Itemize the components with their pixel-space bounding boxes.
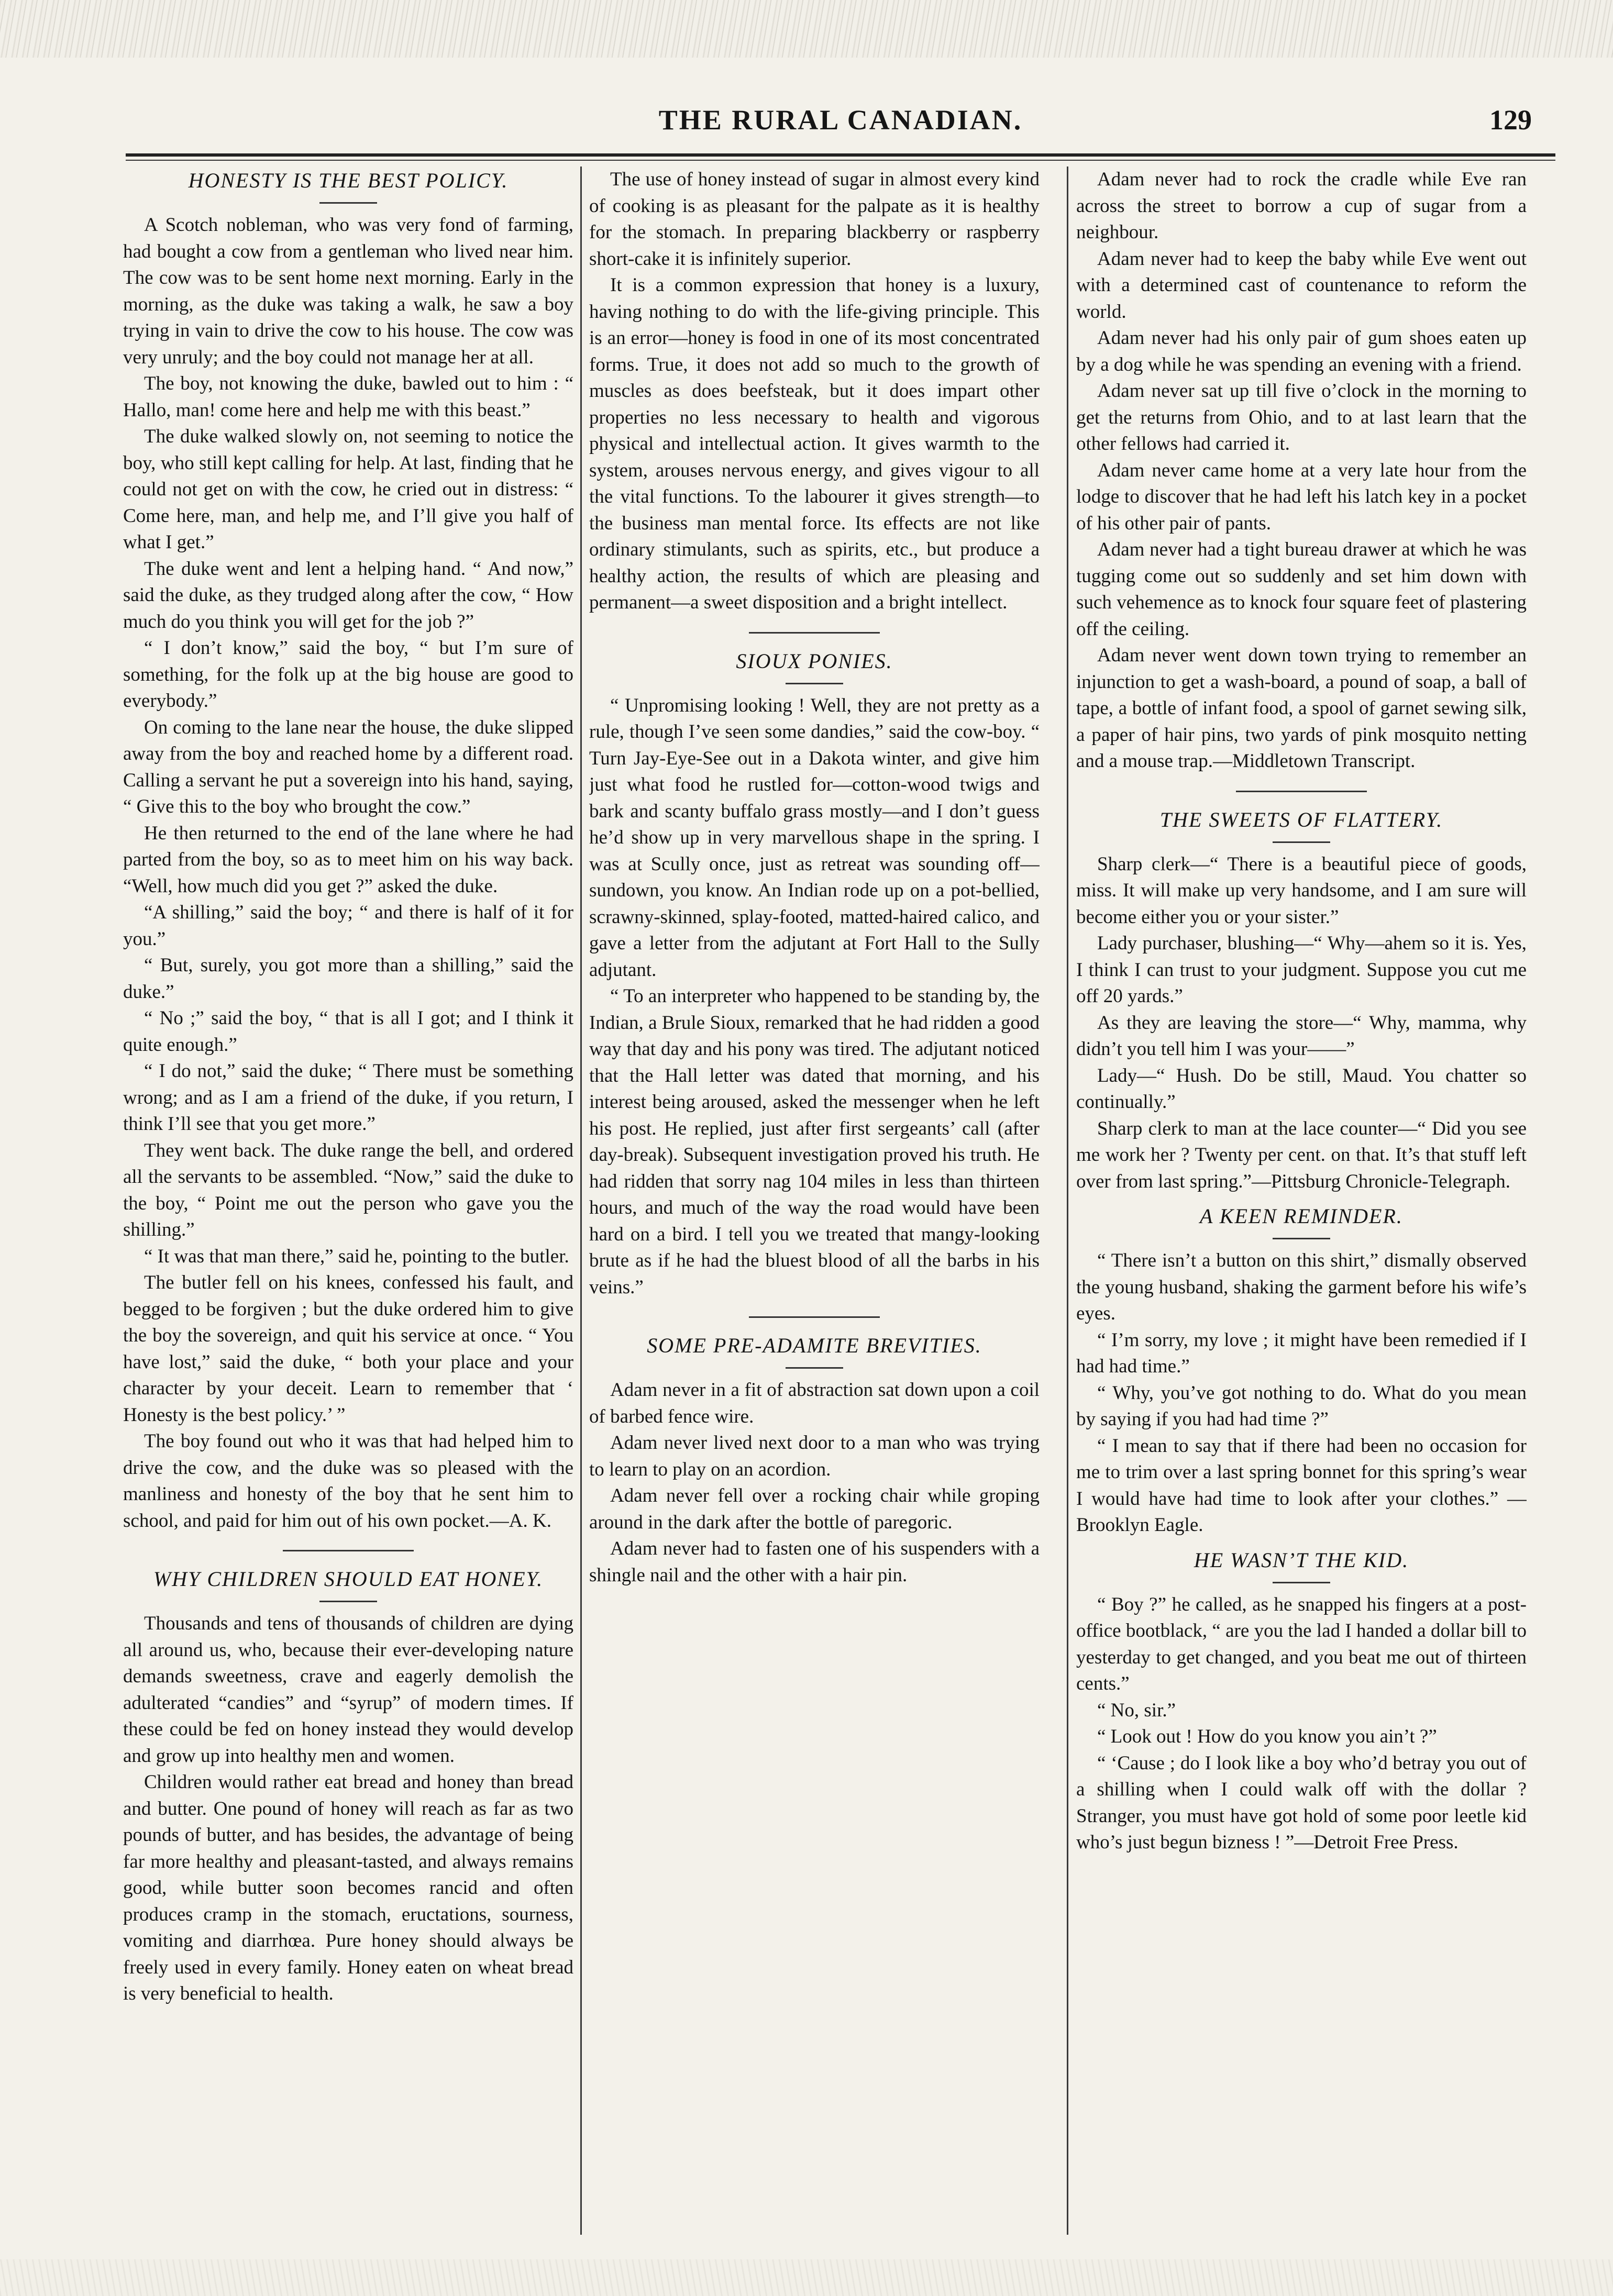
paragraph: “ ‘Cause ; do I look like a boy who’d betray you out of a shilling when I could walk off with the dollar ? Stranger, you must have got hold of some poor leetle kid who’s just begun bizness ! ”—Detroit Free Press. [1076,1752,1527,1853]
paragraph: Children would rather eat bread and honey than bread and butter. One pound of honey will reach as far as two pounds of butter, and has besides, the advantage of being far more healthy and pleasant-tasted, and always remains good, while butter soon becomes rancid and often produces cramp in the stomach, eructations, sourness, vomiting and diarrhœa. Pure honey should always be freely used in every family. Honey eaten on wheat bread is very beneficial to health. [123,1771,573,2004]
title-rule [786,1367,843,1369]
paragraph: The boy, not knowing the duke, bawled out to him : “ Hallo, man! come here and help me with this beast.” [123,373,573,421]
paragraph: He then returned to the end of the lane where he had parted from the boy, so as to meet him on his way back. “Well, how much did you get ?” asked the duke. [123,822,573,897]
paragraph: Adam never had a tight bureau drawer at which he was tugging come out so suddenly and set him down with such vehemence as to knock four square feet of plastering off the ceiling. [1076,539,1527,640]
paragraph: Adam never lived next door to a man who was trying to learn to play on an acordion. [589,1432,1040,1480]
paragraph: The duke walked slowly on, not seeming to notice the boy, who still kept calling for help. At last, finding that he could not get on with the cow, he cried out in distress: “ Come here, man, and help me, and I’ll give you half of what I get.” [123,426,573,553]
column-divider [1067,167,1068,2235]
paragraph: The boy found out who it was that had helped him to drive the cow, and the duke was so pleased with the manliness and honesty of the boy that he sent him to school, and paid for him out of his own pocket.—A. K. [123,1430,573,1532]
page-header [126,99,1555,147]
article-separator [1236,791,1367,792]
article-separator [283,1550,414,1551]
paragraph: On coming to the lane near the house, the duke slipped away from the boy and reached home by a different road. Calling a servant he put a sovereign into his hand, saying, “ Give this to the boy who brought the cow.” [123,716,573,817]
paragraph: Sharp clerk—“ There is a beautiful piece of goods, miss. It will make up very handsome, and I am sure will become either you or your sister.” [1076,853,1527,928]
title-rule [319,1601,377,1602]
paragraph: “ Unpromising looking ! Well, they are not pretty as a rule, though I’ve seen some dandies,” said the cow-boy. “ Turn Jay-Eye-See out in a Dakota winter, and give him just what food he rustled for—cotton-wood twigs and bark and scanty buffalo grass mostly—and I don’t guess he’d show up in very marvellous shape in the spring. I was at Scully once, just as retreat was sounding off—sundown, you know. An Indian rode up on a pot-bellied, scrawny-skinned, splay-footed, matted-haired calico, and gave a letter from the adjutant at Fort Hall to the Sully adjutant. [589,694,1040,981]
title-rule [786,683,843,684]
paragraph: “ I do not,” said the duke; “ There must be something wrong; and as I am a friend of the duke, if you return, I think I’ll see that you get more.” [123,1060,573,1135]
article-title-honesty: HONESTY IS THE BEST POLICY. [188,169,509,192]
paragraph: “ I mean to say that if there had been no occasion for me to trim over a last spring bonnet for this spring’s wear I would have had time to look after your clothes.” — Brooklyn Eagle. [1076,1435,1527,1536]
paragraph: “A shilling,” said the boy; “ and there is half of it for you.” [123,902,573,950]
article-title-flattery: THE SWEETS OF FLATTERY. [1159,807,1443,831]
paragraph: It is a common expression that honey is a luxury, having nothing to do with the life-giving principle. This is an error—honey is food in one of its most concentrated forms. True, it does not add so much to the growth of muscles as does beefsteak, but it does impart other properties no less necessary to health and vigorous physical and intellectual action. It gives warmth to the system, arouses nervous energy, and gives vigour to all the vital functions. To the labourer it gives strength—to the business man mental force. Its effects are not like ordinary stimulants, such as spirits, etc., but produce a healthy action, the results of which are pleasing and permanent—a sweet disposition and a bright intellect. [589,274,1040,613]
article-separator [749,632,880,634]
scan-border-top [0,0,1613,58]
paragraph: “ Boy ?” he called, as he snapped his fingers at a post-office bootblack, “ are you the lad I handed a dollar bill to yesterday to get changed, and you beat me out of thirteen cents.” [1076,1593,1527,1694]
column-divider [580,167,582,2235]
paragraph: The duke went and lent a helping hand. “ And now,” said the duke, as they trudged along after the cow, “ How much do you think you will get for the job ?” [123,558,573,633]
article-title-pre-adamite: SOME PRE-ADAMITE BREVITIES. [647,1334,982,1357]
paragraph: “ Why, you’ve got nothing to do. What do you mean by saying if you had had time ?” [1076,1382,1527,1430]
title-rule [1273,1238,1330,1239]
paragraph: Sharp clerk to man at the lace counter—“ Did you see me work her ? Twenty per cent. on that. It’s that stuff left over from last spring.”—Pittsburg Chronicle-Telegraph. [1076,1117,1527,1192]
paragraph: “ It was that man there,” said he, pointing to the butler. [144,1245,569,1267]
paragraph: Adam never came home at a very late hour from the lodge to discover that he had left his latch key in a pocket of his other pair of pants. [1076,459,1527,534]
paragraph: They went back. The duke range the bell, and ordered all the servants to be assembled. “Now,” said the duke to the boy, “ Point me out the person who gave you the shilling.” [123,1139,573,1240]
paragraph: “ I’m sorry, my love ; it might have been remedied if I had had time.” [1076,1329,1527,1377]
paragraph: Adam never had his only pair of gum shoes eaten up by a dog while he was spending an evening with a friend. [1076,327,1527,375]
paragraph: “ To an interpreter who happened to be standing by, the Indian, a Brule Sioux, remarked that he had ridden a good way that day and his pony was tired. The adjutant noticed that the Hall letter was dated that morning, and his interest being aroused, asked the messenger when he left his post. He replied, just after first sergeants’ call (after day-break). Subsequent investigation proved his truth. He had ridden that sorry nag 104 miles in less than thirteen hours, and much of the way the road would have been hard on a bird. I tell you we treated that mangy-looking brute as if he had the bluest blood of all the barbs in his veins.” [589,985,1040,1298]
header-rule-thin [126,160,1555,161]
paragraph: The use of honey instead of sugar in almost every kind of cooking is as pleasant for the palpate as it is healthy for the stomach. In preparing blackberry or raspberry short-cake it is infinitely superior. [589,169,1040,270]
paragraph: A Scotch nobleman, who was very fond of farming, had bought a cow from a gentleman who lived near him. The cow was to be sent home next morning. Early in the morning, as the duke was taking a walk, he saw a boy trying in vain to drive the cow to his house. The cow was very unruly; and the boy could not manage her at all. [123,214,573,368]
paragraph: Lady—“ Hush. Do be still, Maud. You chatter so continually.” [1076,1064,1527,1113]
article-title-honey: WHY CHILDREN SHOULD EAT HONEY. [153,1567,544,1591]
paragraph: Adam never sat up till five o’clock in the morning to get the returns from Ohio, and to at last learn that the other fellows had carried it. [1076,380,1527,454]
paragraph: “ But, surely, you got more than a shilling,” said the duke.” [123,955,573,1003]
paragraph: Adam never fell over a rocking chair while groping around in the dark after the bottle of paregoric. [589,1485,1040,1533]
header-rule-thick [126,153,1555,157]
paragraph: “ Look out ! How do you know you ain’t ?” [1097,1726,1437,1747]
paragraph: “ There isn’t a button on this shirt,” dismally observed the young husband, shaking the garment before his wife’s eyes. [1076,1250,1527,1324]
paragraph: Thousands and tens of thousands of children are dying all around us, who, because their ever-developing nature demands sweetness, crave and eagerly demolish the adulterated “candies” and “syrup” of modern times. If these could be fed on honey instead they would develop and grow up into healthy men and women. [123,1613,573,1767]
paragraph: Adam never went down town trying to remember an injunction to get a wash-board, a pound of soap, a ball of tape, a bottle of infant food, a spool of garnet sewing silk, a paper of hair pins, two yards of pink mosquito netting and a mouse trap.—Middletown Transcript. [1076,645,1527,772]
paragraph: Adam never in a fit of abstraction sat down upon a coil of barbed fence wire. [589,1379,1040,1427]
paragraph: As they are leaving the store—“ Why, mamma, why didn’t you tell him I was your——” [1076,1012,1527,1060]
paragraph: Adam never had to fasten one of his suspenders with a shingle nail and the other with a hair pin. [589,1538,1040,1586]
paragraph: “ No ;” said the boy, “ that is all I got; and I think it quite enough.” [123,1007,573,1056]
column-2 [589,167,1040,2235]
article-separator [749,1316,880,1318]
scan-border-bottom [0,2259,1613,2296]
paragraph: “ No, sir.” [1097,1699,1176,1721]
article-title-sioux: SIOUX PONIES. [736,649,893,673]
article-title-reminder: A KEEN REMINDER. [1200,1204,1403,1228]
article-title-kid: HE WASN’T THE KID. [1194,1548,1409,1572]
publication-title: THE RURAL CANADIAN. [658,104,1023,136]
title-rule [1273,1582,1330,1583]
paragraph: Adam never had to keep the baby while Eve went out with a determined cast of countenance to reform the world. [1076,248,1527,323]
title-rule [1273,841,1330,843]
paragraph: Lady purchaser, blushing—“ Why—ahem so it is. Yes, I think I can trust to your judgment. Suppose you cut me off 20 yards.” [1076,933,1527,1007]
page-number: 129 [1489,104,1532,136]
paragraph: The butler fell on his knees, confessed his fault, and begged to be forgiven ; but the duke ordered him to give the boy the sovereign, and quit his service at once. “ You have lost,” said the duke, “ both your place and your character by your deceit. Learn to remember that ‘ Honesty is the best policy.’ ” [123,1272,573,1426]
title-rule [319,202,377,204]
paragraph: Adam never had to rock the cradle while Eve ran across the street to borrow a cup of sugar from a neighbour. [1076,169,1527,243]
column-1 [123,167,573,2235]
paragraph: “ I don’t know,” said the boy, “ but I’m sure of something, for the folk up at the big house are good to everybody.” [123,637,573,712]
column-3 [1076,167,1527,2235]
